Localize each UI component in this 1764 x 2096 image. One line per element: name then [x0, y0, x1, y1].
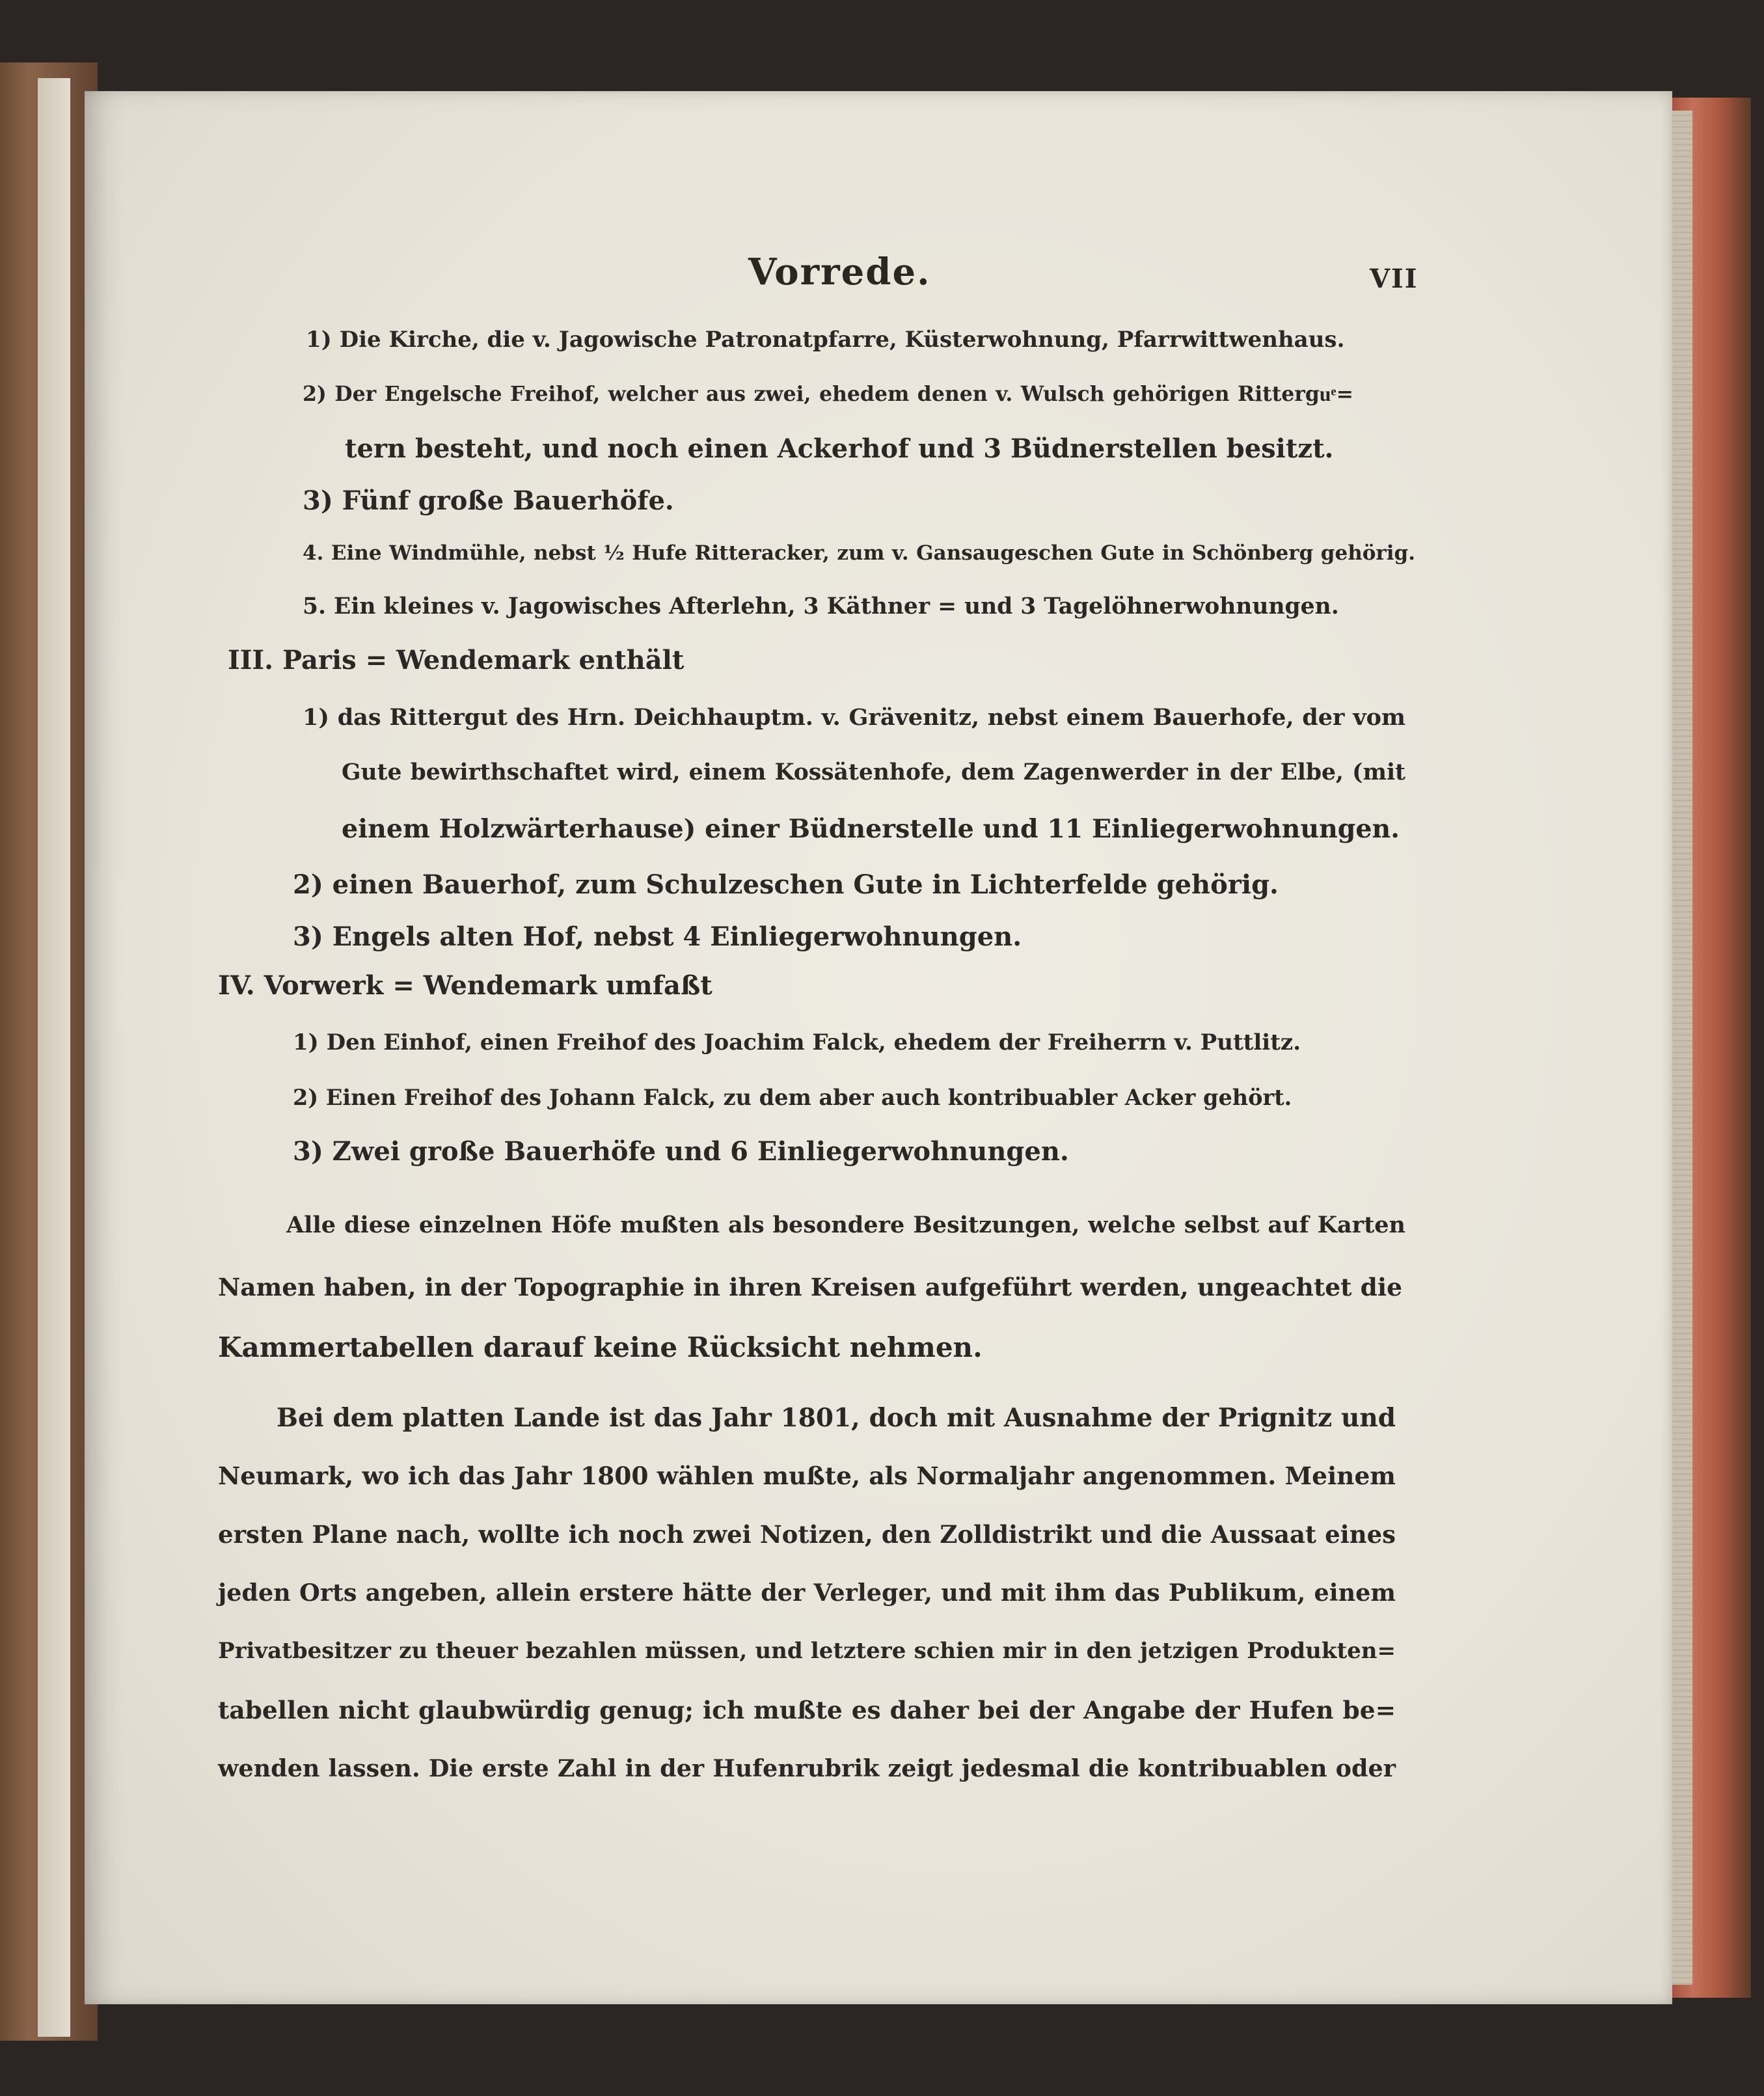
text-line: 1) das Rittergut des Hrn. Deichhauptm. v. Grävenitz, nebst einem Bauerhofe, der vom [303, 704, 1405, 731]
paragraph-line: ersten Plane nach, wollte ich noch zwei Notizen, den Zolldistrikt und die Aussaat eines [218, 1520, 1396, 1549]
paragraph-line: Alle diese einzelnen Höfe mußten als besondere Besitzungen, welche selbst auf Karten [286, 1212, 1405, 1238]
text-line: tern besteht, und noch einen Ackerhof und 3 Büdnerstellen besitzt. [345, 433, 1334, 464]
text-line: 1) Die Kirche, die v. Jagowische Patronatpfarre, Küsterwohnung, Pfarrwittwenhaus. [306, 327, 1345, 353]
page-number: VII [1370, 264, 1418, 294]
paragraph-line: wenden lassen. Die erste Zahl in der Hufenrubrik zeigt jedesmal die kontribuablen oder [218, 1754, 1396, 1782]
paragraph-line: Kammertabellen darauf keine Rücksicht nehmen. [218, 1331, 983, 1363]
paragraph-line: Privatbesitzer zu theuer bezahlen müssen, und letztere schien mir in den jetzigen Produkten= [218, 1638, 1396, 1664]
text-line: 3) Zwei große Bauerhöfe und 6 Einliegerwohnungen. [293, 1136, 1069, 1167]
running-header: Vorrede. [748, 251, 931, 293]
text-line: Gute bewirthschaftet wird, einem Kossätenhofe, dem Zagenwerder in der Elbe, (mit [342, 759, 1405, 785]
text-line: einem Holzwärterhause) einer Büdnerstelle und 11 Einliegerwohnungen. [342, 814, 1400, 844]
paragraph-line: Bei dem platten Lande ist das Jahr 1801, doch mit Ausnahme der Prignitz und [277, 1403, 1396, 1433]
paragraph-line: Neumark, wo ich das Jahr 1800 wählen mußte, als Normaljahr angenommen. Meinem [218, 1462, 1396, 1490]
text-line: 4. Eine Windmühle, nebst ½ Hufe Ritteracker, zum v. Gansaugeschen Gute in Schönberg gehörig. [303, 541, 1415, 565]
left-page-edge [38, 78, 70, 2037]
text-line: 5. Ein kleines v. Jagowisches Afterlehn, 3 Käthner = und 3 Tagelöhnerwohnungen. [303, 593, 1339, 619]
section-heading-iii: III. Paris = Wendemark enthält [228, 645, 685, 675]
paragraph-line: Namen haben, in der Topographie in ihren Kreisen aufgeführt werden, ungeachtet die [218, 1273, 1402, 1301]
text-line: 1) Den Einhof, einen Freihof des Joachim Falck, ehedem der Freiherrn v. Puttlitz. [293, 1029, 1301, 1055]
text-line: 2) Einen Freihof des Johann Falck, zu dem aber auch kontribuabler Acker gehört. [293, 1085, 1292, 1110]
section-heading-iv: IV. Vorwerk = Wendemark umfaßt [218, 970, 712, 1001]
text-line: 3) Fünf große Bauerhöfe. [303, 485, 674, 516]
paragraph-line: jeden Orts angeben, allein erstere hätte der Verleger, und mit ihm das Publikum, einem [218, 1579, 1396, 1607]
text-line: 3) Engels alten Hof, nebst 4 Einliegerwohnungen. [293, 921, 1022, 952]
text-line: 2) einen Bauerhof, zum Schulzeschen Gute in Lichterfelde gehörig. [293, 869, 1279, 900]
text-line: 2) Der Engelsche Freihof, welcher aus zwei, ehedem denen v. Wulsch gehörigen Ritterguͤ= [303, 382, 1353, 406]
paragraph-line: tabellen nicht glaubwürdig genug; ich mußte es daher bei der Angabe der Hufen be= [218, 1696, 1396, 1724]
